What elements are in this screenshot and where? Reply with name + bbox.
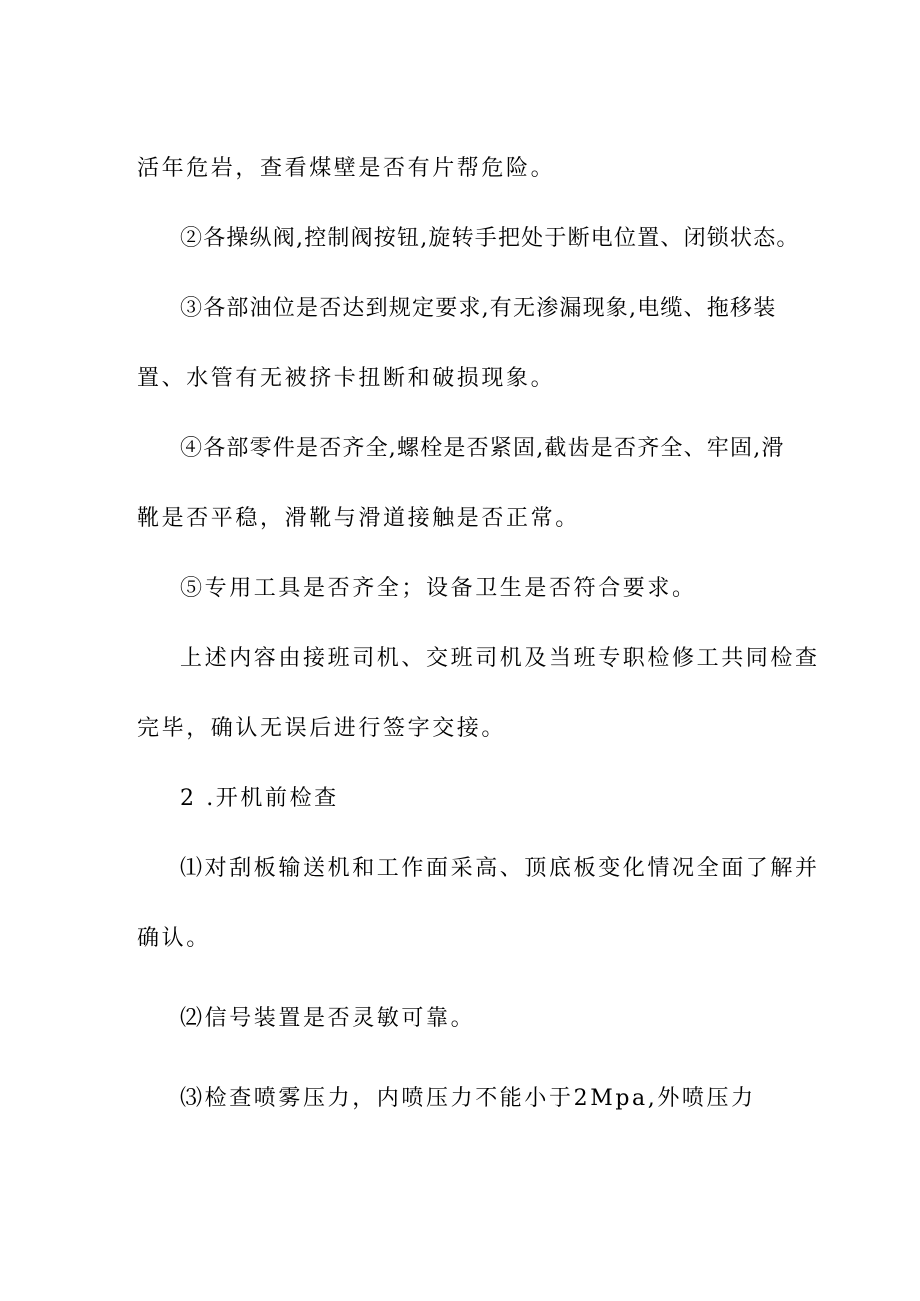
paragraph-line: 确认。	[137, 926, 211, 951]
paragraph-line: ④各部零件是否齐全,螺栓是否紧固,截齿是否齐全、牢固,滑	[180, 436, 785, 461]
paragraph-line: ③各部油位是否达到规定要求,有无渗漏现象,电缆、拖移装	[180, 296, 777, 321]
paragraph-line: 上述内容由接班司机、交班司机及当班专职检修工共同检查	[180, 646, 820, 671]
paragraph-line: ⑵信号装置是否灵敏可靠。	[180, 1006, 476, 1031]
paragraph-line: ⑴对刮板输送机和工作面采高、顶底板变化情况全面了解并	[180, 856, 820, 881]
paragraph-line: ⑶检查喷雾压力，内喷压力不能小于2Mpa,外喷压力	[180, 1086, 756, 1111]
paragraph-line: ⑤专用工具是否齐全；设备卫生是否符合要求。	[180, 576, 697, 601]
paragraph-line: ②各操纵阀,控制阀按钮,旋转手把处于断电位置、闭锁状态。	[180, 226, 800, 251]
paragraph-line: 完毕，确认无误后进行签字交接。	[137, 716, 507, 741]
paragraph-line: 置、水管有无被挤卡扭断和破损现象。	[137, 366, 556, 391]
section-heading: 2 .开机前检查	[180, 786, 339, 811]
paragraph-line: 活年危岩，查看煤壁是否有片帮危险。	[137, 156, 556, 181]
paragraph-line: 靴是否平稳，滑靴与滑道接触是否正常。	[137, 506, 580, 531]
